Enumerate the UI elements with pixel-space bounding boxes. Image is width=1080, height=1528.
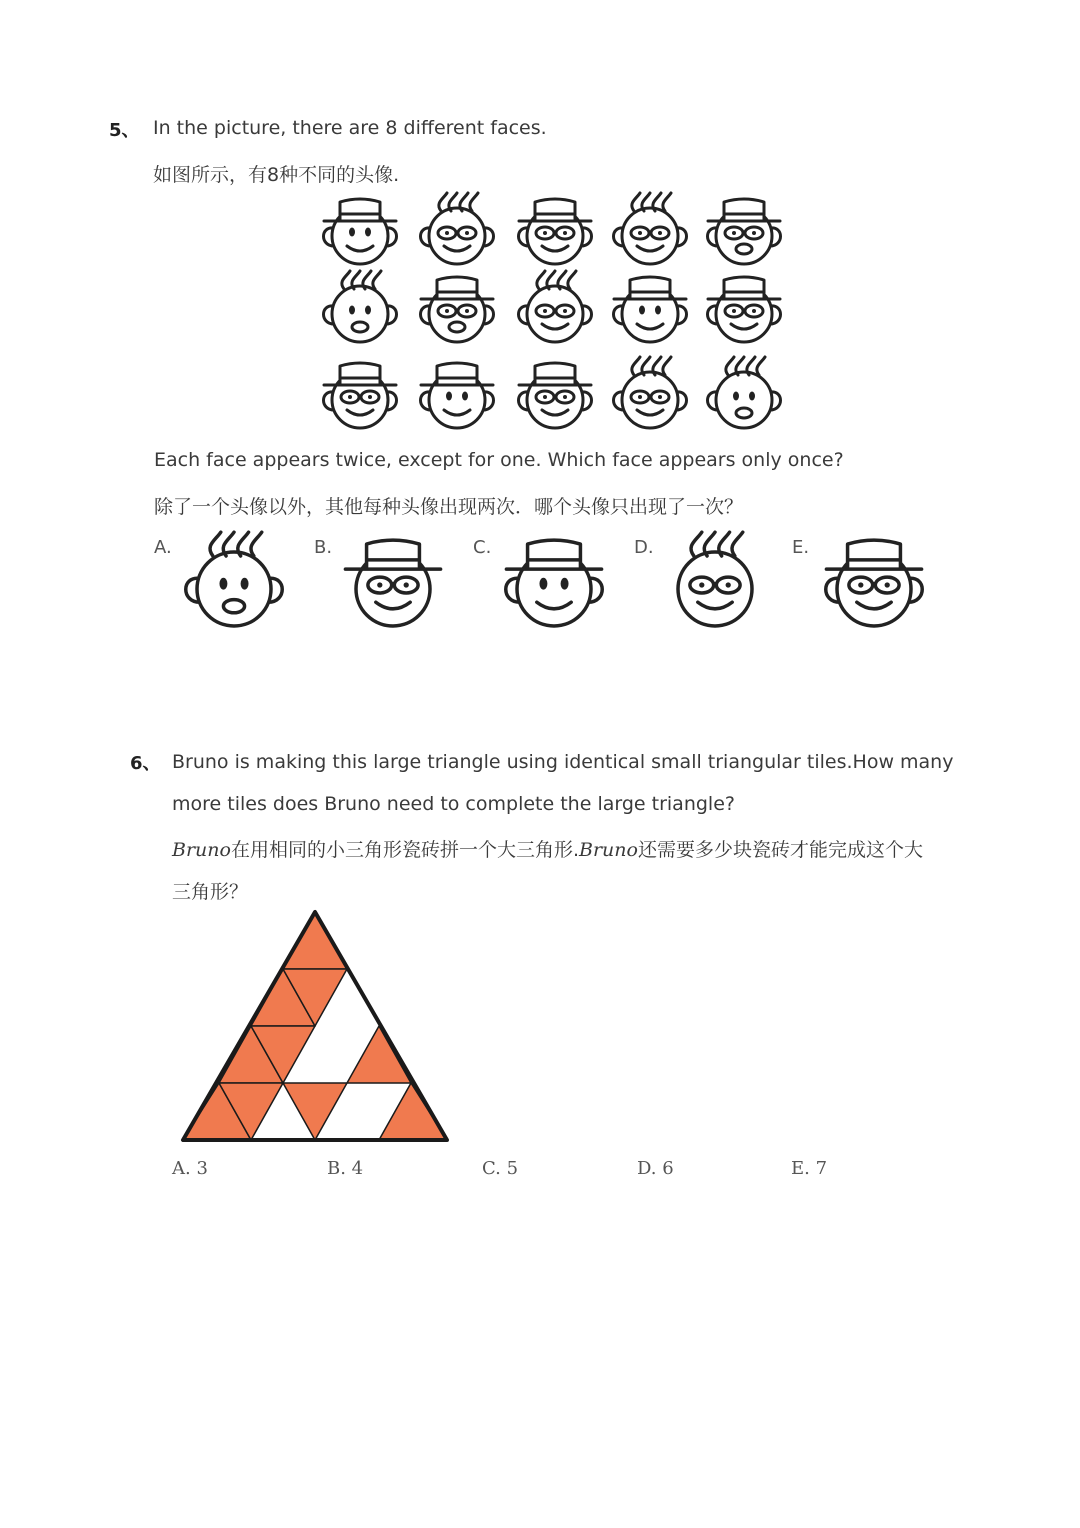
face-icon [415, 280, 499, 346]
face-icon [318, 202, 402, 268]
option-e[interactable]: E. 7 [791, 1158, 828, 1179]
face-icon [608, 366, 692, 432]
option-d-label[interactable]: D. [634, 537, 654, 558]
tile [379, 1083, 447, 1140]
question-5-text-en: In the picture, there are 8 different faces. [153, 117, 547, 139]
option-face-icon [335, 530, 451, 630]
option-e-label[interactable]: E. [792, 537, 810, 558]
question-6-text-zh-line1 [172, 835, 923, 862]
face-icon [702, 202, 786, 268]
option-face-icon [816, 530, 932, 630]
option-d[interactable]: D. 6 [637, 1158, 674, 1179]
face-icon [513, 202, 597, 268]
tile [283, 1083, 347, 1140]
face-icon [702, 280, 786, 346]
face-icon [608, 280, 692, 346]
option-face-icon [496, 530, 612, 630]
tile [283, 912, 347, 969]
face-icon [318, 366, 402, 432]
face-icon [318, 280, 402, 346]
face-icon [513, 280, 597, 346]
option-c[interactable]: C. 5 [482, 1158, 519, 1179]
face-icon [415, 366, 499, 432]
zh-text-part1: 在用相同的小三角形瓷砖拼一个大三角形. [230, 839, 580, 861]
option-b-label[interactable]: B. [314, 537, 333, 558]
question-5-prompt-zh: 除了一个头像以外，其他每种头像出现两次．哪个头像只出现了一次？ [154, 496, 744, 518]
face-icon [513, 366, 597, 432]
face-icon [702, 366, 786, 432]
option-c-label[interactable]: C. [473, 537, 492, 558]
face-icon [608, 202, 692, 268]
question-5-text-zh: 如图所示，有8种不同的头像. [153, 164, 400, 186]
option-a-label[interactable]: A. [154, 537, 172, 558]
name-bruno: Bruno [579, 839, 638, 861]
face-icon [415, 202, 499, 268]
question-6-text-en-line2: more tiles does Bruno need to complete the large triangle? [172, 793, 735, 815]
question-6-text-zh-line2: 三角形？ [172, 881, 249, 903]
option-face-icon [657, 530, 773, 630]
question-5-prompt-en: Each face appears twice, except for one. Which face appears only once? [154, 449, 844, 471]
tile [347, 1026, 411, 1083]
triangle-figure [170, 900, 460, 1150]
tiles [183, 912, 447, 1140]
question-6-text-en-line1: Bruno is making this large triangle using identical small triangular tiles.How many [172, 751, 954, 773]
zh-text-part2: 还需要多少块瓷砖才能完成这个大 [637, 839, 923, 861]
question-6-number: 6、 [130, 753, 161, 774]
option-b[interactable]: B. 4 [327, 1158, 364, 1179]
name-bruno: Bruno [172, 839, 231, 861]
option-a[interactable]: A. 3 [172, 1158, 208, 1179]
question-5-number: 5、 [109, 120, 140, 141]
option-face-icon [176, 530, 292, 630]
